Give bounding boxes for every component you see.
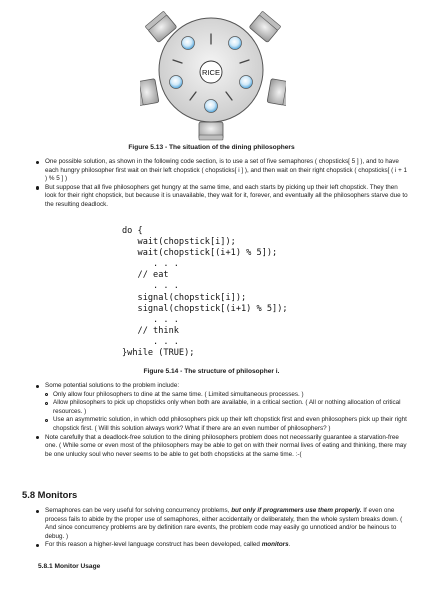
list-item xyxy=(36,507,408,541)
code-line: // think xyxy=(122,325,179,336)
solutions-intro: Some potential solutions to the problem include: xyxy=(45,382,180,389)
chair-right xyxy=(249,11,281,43)
code-line: // eat xyxy=(122,270,169,281)
code-line: . . . xyxy=(122,259,179,270)
bowl-right xyxy=(240,76,253,89)
dining-philosophers-illustration xyxy=(140,8,286,142)
list-item: Note carefully that a deadlock-free solution to the dining philosophers problem does not necessarily guarantee a starvation-free one. ( While some or even most of the philosophers may be able to get on with their normal lives of eating and thinking, there may be one unlucky soul who never seems to be able to get both chopsticks at the same time. :-( xyxy=(36,434,408,460)
list-item: Allow philosophers to pick up chopsticks only when both are available, in a critical section. ( All or nothing allocation of critical resources. ) xyxy=(45,399,408,416)
monitors-text: If even one process fails to abide by the proper use of semaphores, either accidentally or deliberately, then the whole system breaks down. ( And since concurrency problems are by definition rare events, the problem code may easily go unnoticed and/or be heinous to debug. ) xyxy=(45,507,403,540)
subsection-heading: 5.8.1 Monitor Usage xyxy=(38,563,101,570)
code-line: . . . xyxy=(122,336,179,347)
section-heading: 5.8 Monitors xyxy=(22,489,78,500)
list-item xyxy=(36,382,408,434)
code-line: signal(chopstick[i]); xyxy=(122,292,247,303)
bowl-top-right xyxy=(229,37,242,50)
code-line: }while (TRUE); xyxy=(122,348,195,359)
chair-lower-right xyxy=(267,79,286,106)
code-line: signal(chopstick[(i+1) % 5]); xyxy=(122,303,288,314)
monitors-emphasis: but only if programmers use them properly. xyxy=(231,507,362,514)
code-line: . . . xyxy=(122,281,179,292)
chair-bottom xyxy=(199,122,223,140)
rice-bowl-label: RICE xyxy=(202,68,220,77)
code-line: . . . xyxy=(122,314,179,325)
philosopher-code-block xyxy=(122,226,288,359)
code-line: do { xyxy=(122,226,143,236)
bowl-left xyxy=(170,76,183,89)
monitors-term: monitors xyxy=(261,541,289,549)
bowl-top-left xyxy=(182,37,195,50)
chair-lower-left xyxy=(140,79,159,106)
intro-bullet-list xyxy=(36,158,408,210)
monitors-text: Semaphores can be very useful for solving concurrency problems, xyxy=(45,507,232,514)
code-line: wait(chopstick[(i+1) % 5]); xyxy=(122,248,278,259)
list-item: Use an asymmetric solution, in which odd philosophers pick up their left chopstick first and even philosophers pick up their right chopstick first. ( Will this solution always work? What if there are an even number of philosophers? ) xyxy=(45,416,408,433)
bowl-bottom xyxy=(205,100,218,113)
monitors-text: For this reason a higher-level language construct has been developed, called xyxy=(45,541,262,549)
solutions-sublist xyxy=(45,391,408,434)
figure-513-caption: Figure 5.13 - The situation of the dining philosophers xyxy=(128,144,295,151)
monitors-bullet-list xyxy=(36,507,408,550)
solutions-bullet-list xyxy=(36,382,408,459)
list-item: But suppose that all five philosophers get hungry at the same time, and each starts by picking up their left chopstick. They then look for their right chopstick, but because it is unavailable, they wait for it, forever, and eventually all the philosophers starve due to the resulting deadlock. xyxy=(36,184,408,210)
list-item: One possible solution, as shown in the following code section, is to use a set of five semaphores ( chopsticks[ 5 ] ), and to have each hungry philosopher first wait on their left chopstick ( chopsticks[ i ] ), and then wait on their right chopstick ( chopsticks[ ( i + 1 ) % 5 ] ) xyxy=(36,158,408,184)
monitors-text: . xyxy=(288,541,291,549)
list-item: Only allow four philosophers to dine at the same time. ( Limited simultaneous processes. ) xyxy=(45,391,408,400)
code-line: wait(chopstick[i]); xyxy=(122,237,236,248)
figure-514-caption: Figure 5.14 - The structure of philosopher i. xyxy=(143,368,280,375)
list-item xyxy=(36,541,408,550)
